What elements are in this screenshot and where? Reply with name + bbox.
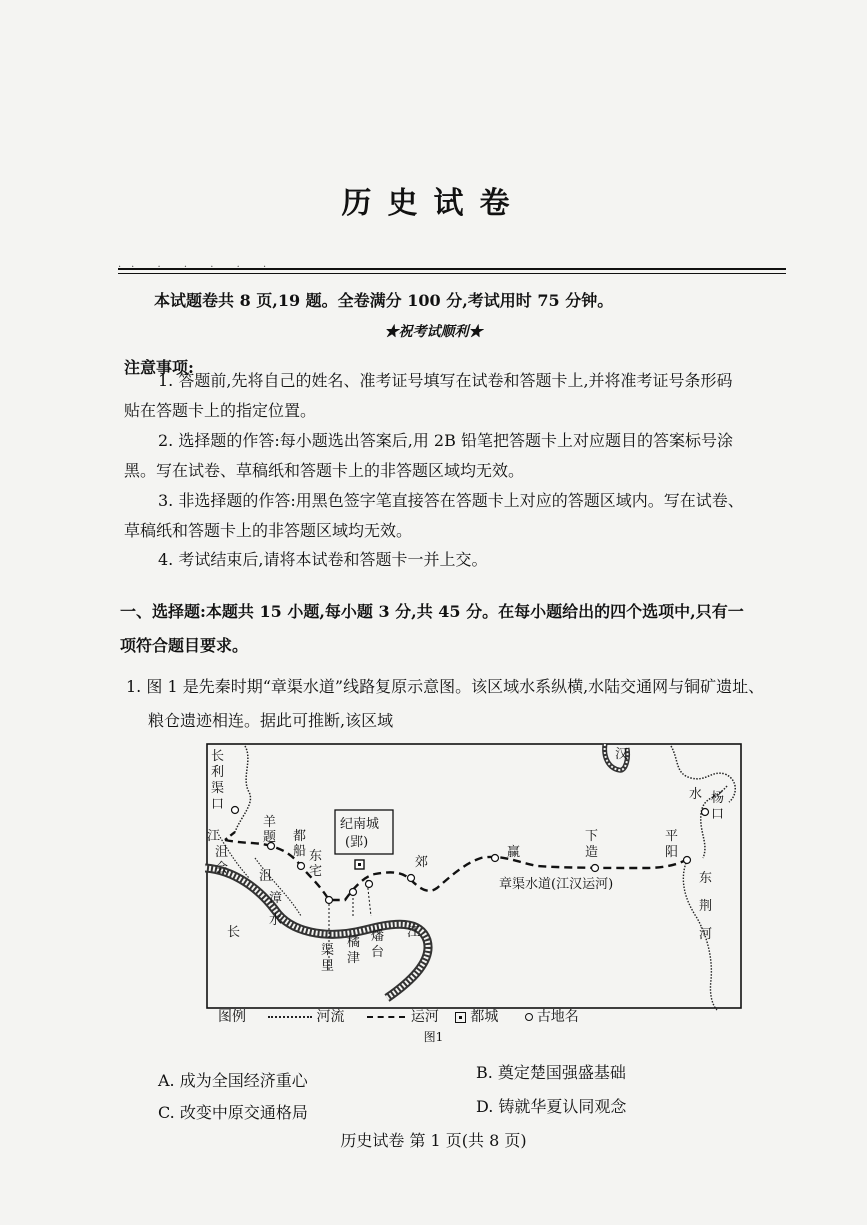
- label-dongjinghe: 东荆河: [699, 871, 713, 942]
- label-ying-paren: (郢): [345, 835, 369, 850]
- label-juhui: 沮会: [215, 845, 229, 876]
- label-changliqukou: 长利渠口: [211, 749, 225, 812]
- figure-caption: 图1: [423, 1030, 444, 1044]
- label-xiazao: 下造: [585, 829, 599, 860]
- question-1-stem: 1. 图 1 是先秦时期“章渠水道”线路复原示意图。该区域水系纵横,水陆交通网与铜矿遗址、 粮仓遗迹相连。据此可推断,该区域: [126, 677, 765, 730]
- place-marker-juejin: [350, 889, 357, 896]
- section-heading: 一、选择题:本题共 15 小题,每小题 3 分,共 45 分。在每小题给出的四个选项中,只有一 项符合题目要求。: [120, 602, 744, 655]
- label-zhangshui: 漳水: [269, 891, 283, 928]
- label-chang: 长: [227, 925, 241, 940]
- map-legend: 图例 河流 运河 都城 古地名: [218, 1009, 579, 1025]
- option-d[interactable]: D. 铸就华夏认同观念: [476, 1097, 627, 1116]
- label-jiang-right: 江: [407, 925, 421, 940]
- notice-item-1: 1. 答题前,先将自己的姓名、准考证号填写在试卷和答题卡上,并将准考证号条形码 贴在答题卡上的指定位置。: [124, 371, 733, 420]
- label-jinancheng: 纪南城: [340, 817, 380, 832]
- place-marker-changliqukou: [232, 807, 239, 814]
- label-ying2: 赢: [507, 845, 521, 860]
- label-zuotai: 燔台: [371, 929, 385, 960]
- label-duchuan: 都船: [293, 829, 307, 859]
- place-marker-pingyang: [684, 857, 691, 864]
- notice-item-4: 4. 考试结束后,请将本试卷和答题卡一并上交。: [158, 550, 488, 569]
- canal-route-map: [205, 740, 747, 1012]
- page-footer: 历史试卷 第 1 页(共 8 页): [340, 1131, 527, 1150]
- label-ju: 沮: [259, 869, 273, 884]
- place-marker-xiazao: [592, 865, 599, 872]
- notice-item-2: 2. 选择题的作答:每小题选出答案后,用 2B 铅笔把答题卡上对应题目的答案标号涂 黑。写在试卷、草稿纸和答题卡上的非答题区域均无效。: [124, 431, 733, 480]
- good-luck-banner: ★祝考试顺利★: [384, 324, 483, 340]
- label-han: 汉: [615, 747, 629, 762]
- legend-canal-swatch: [367, 1016, 405, 1018]
- legend-place-icon: [525, 1013, 533, 1021]
- option-a[interactable]: A. 成为全国经济重心: [158, 1071, 308, 1090]
- label-pingyang: 平阳: [665, 829, 679, 860]
- label-dongzhai: 东宅: [309, 849, 323, 879]
- label-juejin: 橘津: [347, 935, 361, 966]
- notice-item-3: 3. 非选择题的作答:用黑色签字笔直接答在答题卡上对应的答题区域内。写在试卷、 草稿纸和答题卡上的非答题区域均无效。: [124, 491, 744, 540]
- ju-river-upper: [235, 746, 250, 832]
- page-title: 历史试卷: [341, 186, 526, 221]
- label-shui: 水: [689, 787, 703, 802]
- place-marker-zuotai: [366, 881, 373, 888]
- place-marker-duchuan: [298, 863, 305, 870]
- label-canal: 章渠水道(江汉运河): [499, 877, 614, 892]
- label-yangkou: 杨口: [711, 791, 725, 822]
- legend-capital-icon: [455, 1012, 466, 1023]
- exam-intro: 本试题卷共 8 页,19 题。全卷满分 100 分,考试用时 75 分钟。: [154, 291, 614, 310]
- label-jiao: 郊: [415, 855, 429, 870]
- label-yangti: 羊题: [263, 815, 277, 845]
- option-b[interactable]: B. 奠定楚国强盛基础: [476, 1063, 626, 1082]
- legend-river-swatch: [268, 1016, 312, 1018]
- label-jiang-left: 江: [207, 829, 221, 844]
- header-rule-thin: [118, 273, 786, 274]
- map-frame: [207, 744, 741, 1008]
- header-rule: [118, 268, 786, 270]
- place-marker-yangkou: [702, 809, 709, 816]
- notice-heading: 注意事项:: [124, 358, 194, 377]
- label-quli: 渠里: [321, 943, 335, 974]
- place-marker-ying: [492, 855, 499, 862]
- option-c[interactable]: C. 改变中原交通格局: [158, 1103, 308, 1122]
- place-marker-quli: [326, 897, 333, 904]
- place-marker-jiao: [408, 875, 415, 882]
